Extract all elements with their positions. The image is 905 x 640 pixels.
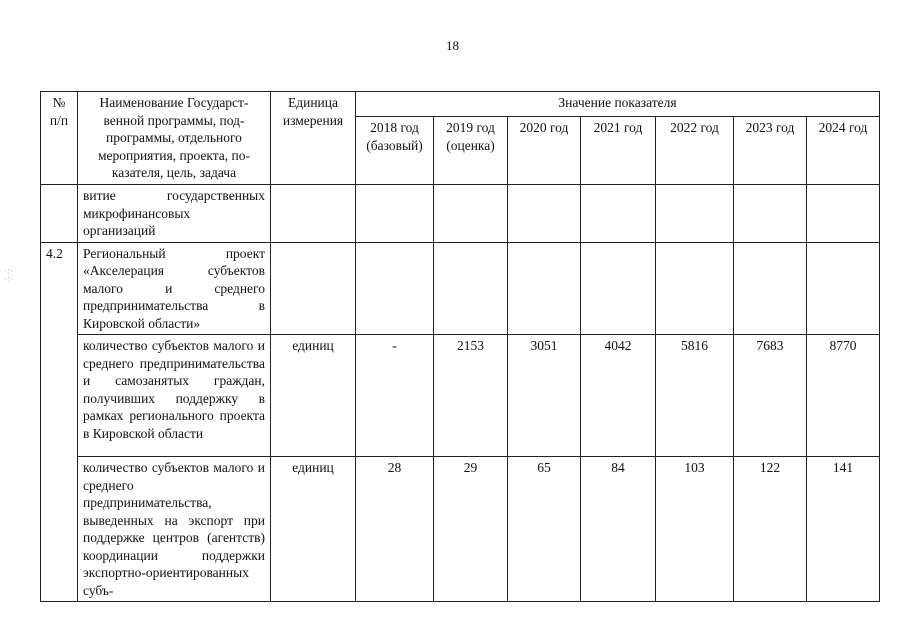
table-row	[41, 457, 880, 602]
header-values-group: Значение показателя	[356, 92, 880, 117]
row-value: 122	[734, 457, 807, 602]
row-value: 84	[581, 457, 656, 602]
header-year: 2021 год	[581, 117, 656, 185]
indicator-table	[40, 91, 880, 602]
row-value: 65	[508, 457, 581, 602]
row-unit	[271, 242, 356, 335]
row-value	[356, 185, 434, 243]
row-value: 4042	[581, 335, 656, 457]
row-value: 103	[656, 457, 734, 602]
row-value: 141	[807, 457, 880, 602]
row-value: 29	[434, 457, 508, 602]
row-value	[434, 242, 508, 335]
table-row	[41, 335, 880, 457]
row-value: 2153	[434, 335, 508, 457]
row-value	[508, 242, 581, 335]
row-name: количество субъектов малого и среднего предпринимательства, выведенных на экспорт при поддержке центров (агентств) координации поддержки экспортно-ориентированных субъ-	[78, 457, 271, 602]
header-year: 2023 год	[734, 117, 807, 185]
row-value	[656, 242, 734, 335]
row-value: 8770	[807, 335, 880, 457]
row-name: Региональный проект «Акселерация субъектов малого и среднего предпринимательства в Кировской области»	[78, 242, 271, 335]
table-row	[41, 242, 880, 335]
row-value	[581, 242, 656, 335]
row-value	[656, 185, 734, 243]
row-value	[807, 242, 880, 335]
row-num	[41, 185, 78, 243]
scan-artifact: ·:· ·:·	[4, 267, 13, 285]
header-year: 2020 год	[508, 117, 581, 185]
header-num: № п/п	[41, 92, 78, 185]
row-unit: единиц	[271, 457, 356, 602]
row-value: 3051	[508, 335, 581, 457]
row-value	[734, 242, 807, 335]
header-year: 2024 год	[807, 117, 880, 185]
row-unit: единиц	[271, 335, 356, 457]
row-value	[356, 242, 434, 335]
row-value	[807, 185, 880, 243]
header-year: 2018 год (базовый)	[356, 117, 434, 185]
row-name: количество субъектов малого и среднего предпринимательства и самозанятых граждан, получивших поддержку в рамках регионального проекта в Кировской области	[78, 335, 271, 457]
header-year: 2019 год (оценка)	[434, 117, 508, 185]
row-value	[581, 185, 656, 243]
header-year: 2022 год	[656, 117, 734, 185]
row-unit	[271, 185, 356, 243]
row-value: 7683	[734, 335, 807, 457]
row-name: витие государственных микрофинансовых организаций	[78, 185, 271, 243]
row-num: 4.2	[41, 242, 78, 602]
row-value: 5816	[656, 335, 734, 457]
page-number: 18	[446, 38, 459, 53]
row-value	[508, 185, 581, 243]
header-unit: Единица измерения	[271, 92, 356, 185]
header-name: Наименование Государст-венной программы, под-программы, отдельного мероприятия, проекта, по-казателя, цель, задача	[78, 92, 271, 185]
table-row	[41, 185, 880, 243]
row-value: 28	[356, 457, 434, 602]
row-value	[734, 185, 807, 243]
row-value: -	[356, 335, 434, 457]
row-value	[434, 185, 508, 243]
